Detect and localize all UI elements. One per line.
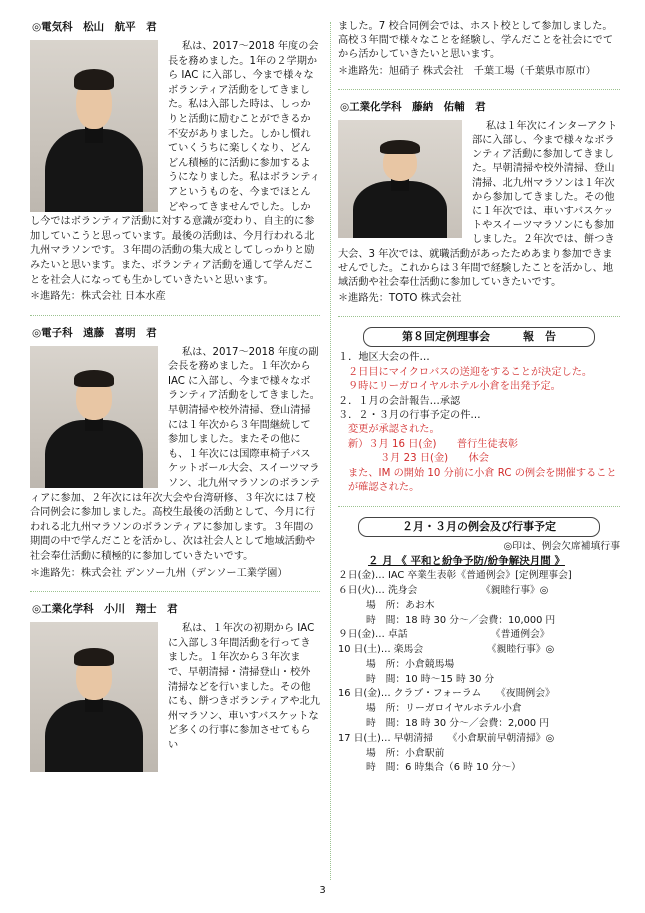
schedule-title: ２月・３月の例会及び行事予定 — [358, 517, 600, 537]
schedule-row: ６日(火)… 洗身会 《親睦行事》◎ — [338, 584, 549, 596]
schedule-month: ２ 月 《 平和と紛争予防/紛争解決月間 》 — [368, 555, 565, 568]
student-name-matsuyama: ◎電気科 松山 航平 君 — [32, 21, 157, 33]
student-name-fujino: ◎工業化学科 藤納 佑輔 君 — [340, 100, 486, 113]
report-item-1a: ２日目にマイクロバスの送迎をすることが決定した。 — [348, 366, 593, 378]
board-report — [338, 351, 620, 495]
student-photo — [30, 622, 158, 772]
divider — [338, 316, 620, 317]
profile-text: ました。7 校合同例会では、ホスト校として参加しました。高校３年間で様々なことを経験し、学んだことを社会にでてから活かしていきたいと思います。 — [338, 21, 614, 61]
profile-text: 私は、2017～2018 年度の会長を務めました。1年の２学期から IAC に入部し、今まで様々なボランティア活動をしてきました。私は入部した時は、しっかりと活動に励むことができるか不安がありました。しかし慣れていくうちに楽しくなり、どんどん積極的に活動に参加するようになりました。私はボランティアというものを、今までほとんどやってきませんでした。しかし今ではボランティア活動に対する意識が変わり、自主的に参加していこうと思っています。最後の活動は、今月行われる北九州マラソンです。３年間の活動の集大成としてしっかりと励みたいと思います。また、ボランティア活動を通して学んだことを社会人になっても生かしていきたいと思います。 — [30, 41, 320, 286]
divider — [30, 315, 320, 316]
schedule-row: 時 間：18 時 30 分～／会費：2,000 円 — [366, 718, 549, 730]
schedule-row: 場 所：小倉競馬場 — [366, 658, 455, 670]
schedule-row: 16 日(金)… クラブ・フォーラム 《夜間例会》 — [338, 688, 555, 700]
career-line: ＊進路先：株式会社 デンソー九州（デンソー工業学園） — [30, 567, 288, 579]
column-divider — [330, 22, 331, 880]
profile-fujino — [338, 120, 620, 307]
schedule-row: 17 日(土)… 早朝清掃 《小倉駅前早朝清掃》◎ — [338, 732, 555, 744]
profile-ogawa-continued — [338, 20, 620, 79]
career-line: ＊進路先：TOTO 株式会社 — [338, 293, 462, 305]
student-photo — [338, 120, 462, 238]
student-photo — [30, 40, 158, 212]
divider — [338, 506, 620, 507]
profile-text: 私は、１年次の初期から IAC に入部し３年間活動を行ってきました。１年次から３年次まで、早朝清掃・清掃登山・校外清掃などを行いました。その他にも、餅つきボランティアや北九州マラソン、車いすバスケットなど多くの行事に参加させてもらい — [168, 623, 320, 751]
schedule-row: 場 所：あお木 — [366, 599, 435, 611]
report-item-1: １．地区大会の件… — [338, 352, 430, 364]
report-item-3b: 新）３月 16 日(金) 普行生徒表彰 — [348, 438, 519, 450]
schedule-row: 10 日(土)… 楽馬会 《親睦行事》◎ — [338, 644, 555, 656]
schedule-row: 時 間：10 時～15 時 30 分 — [366, 673, 495, 685]
report-item-1b: ９時にリーガロイヤルホテル小倉を出発予定。 — [348, 381, 561, 393]
schedule-row: 場 所：小倉駅前 — [366, 747, 445, 759]
schedule-row: 場 所：リーガロイヤルホテル小倉 — [366, 703, 522, 715]
report-item-3d: また、IM の開始 10 分前に小倉 RC の例会を開催することが確認された。 — [348, 467, 617, 494]
profile-endo — [30, 346, 320, 582]
report-item-3: ３．２・３月の行事予定の件… — [338, 410, 481, 422]
schedule-row: 時 間：6 時集合（6 時 10 分～） — [366, 762, 521, 774]
profile-matsuyama — [30, 40, 320, 305]
profile-text: 私は、2017～2018 年度の副会長を務めました。１年次から IAC に入部し、今まで様々なボランティア活動をしてきました。早朝清掃や校外清掃、登山清掃には１年次から３年間継続して参加しました。またその他にも、１年次には国際車椅子バスケットボール大会、スイーツマラソン、北九州マラソンのボランティアに参加、２年次には年次大会や台湾研修、３年次には７校合同例会に参加しました。高校生最後の活動として、今月に行われる北九州マラソンのボランティアに参加します。３年間の期間の中で学んだことを活かし、次は社会人として地域活動や社会奉仕活動に積極的に参加していきたいです。 — [30, 346, 320, 562]
student-photo — [30, 346, 158, 488]
student-name-endo: ◎電子科 遠藤 喜明 君 — [32, 326, 157, 339]
schedule-row: 時 間：18 時 30 分～／会費：10,000 円 — [366, 614, 556, 626]
career-line: ＊進路先：旭硝子 株式会社 千葉工場（千葉県市原市） — [338, 65, 596, 77]
student-name-ogawa: ◎工業化学科 小川 翔士 君 — [32, 603, 178, 616]
schedule-row: ９日(金)… 卓話 《普通例会》 — [338, 629, 550, 641]
profile-text: 私は１年次にインターアクト部に入部し、今まで様々なボランティア活動に参加してきました。早朝清掃や校外清掃、登山清掃、北九州マラソンは１年次から参加してきました。その他に１年次では、車いすバスケットやスイーツマラソンにも参加しました。２年次では、餅つき大会、3 年次では、就職活動があったためあまり参加できませんでした。これからは３年間で経験したことを活かし、地域活動や社会奉仕活動に参加していきたいです。 — [338, 120, 618, 289]
right-column — [338, 20, 620, 776]
report-item-3a: 変更が承認された。 — [348, 424, 440, 436]
schedule-note: ◎印は、例会欠席補填行事 — [503, 540, 620, 552]
schedule — [338, 540, 620, 777]
left-column — [30, 20, 320, 774]
career-line: ＊進路先：株式会社 日本水産 — [30, 291, 166, 303]
report-item-3c: ３月 23 日(金) 休会 — [380, 453, 489, 465]
divider — [338, 89, 620, 90]
report-item-2: ２．１月の会計報告…承認 — [338, 395, 461, 407]
page-number: 3 — [319, 885, 326, 896]
divider — [30, 591, 320, 592]
profile-ogawa — [30, 622, 320, 753]
report-title: 第８回定例理事会 報 告 — [363, 327, 595, 347]
schedule-row: ２日(金)… IAC 卒業生表彰《普通例会》[定例理事会] — [338, 570, 572, 582]
